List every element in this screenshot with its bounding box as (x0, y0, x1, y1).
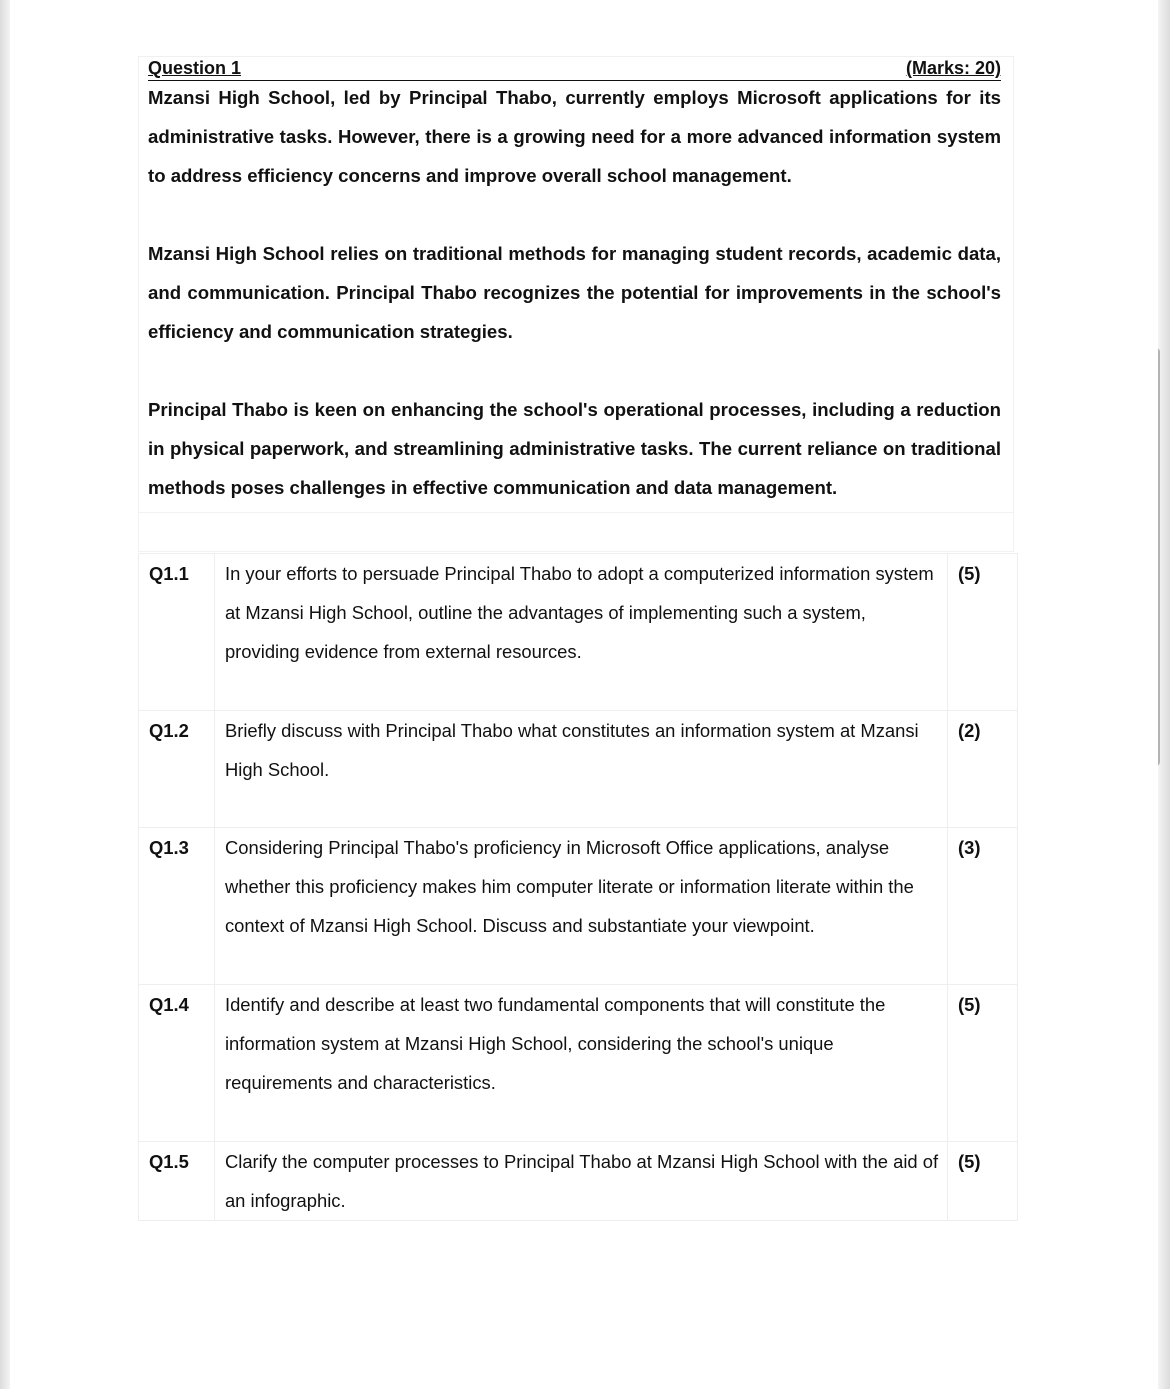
subquestion-number: Q1.3 (139, 828, 215, 985)
scenario-paragraph-1: Mzansi High School, led by Principal Thabo, currently employs Microsoft applications for its administrative tasks. However, there is a growing need for a more advanced information system to address efficiency concerns and improve overall school management. (148, 87, 1001, 186)
subquestion-number: Q1.4 (139, 985, 215, 1142)
intro-section-spacer (138, 512, 1014, 552)
scenario-paragraph-2: Mzansi High School relies on traditional methods for managing student records, academic data, and communication. Principal Thabo recognizes the potential for improvements in the school's efficiency and communication strategies. (148, 243, 1001, 342)
table-row (139, 711, 1018, 828)
subquestions-table (138, 553, 1018, 1221)
subquestion-text: Briefly discuss with Principal Thabo what constitutes an information system at Mzansi High School. (214, 711, 947, 828)
table-row (139, 828, 1018, 985)
left-page-margin (0, 0, 10, 1389)
subquestion-text: In your efforts to persuade Principal Thabo to adopt a computerized information system at Mzansi High School, outline the advantages of implementing such a system, providing evidence from external resources. (214, 554, 947, 711)
subquestion-marks: (5) (948, 1142, 1018, 1221)
question-marks: (Marks: 20) (905, 58, 1001, 78)
question-title: Question 1 (148, 58, 242, 78)
subquestion-text: Identify and describe at least two fundamental components that will constitute the information system at Mzansi High School, considering the school's unique requirements and characteristics. (214, 985, 947, 1142)
subquestion-marks: (5) (948, 985, 1018, 1142)
table-row (139, 554, 1018, 711)
scenario-paragraph-3: Principal Thabo is keen on enhancing the school's operational processes, including a reduction in physical paperwork, and streamlining administrative tasks. The current reliance on traditional methods poses challenges in effective communication and data management. (148, 399, 1001, 498)
table-row (139, 985, 1018, 1142)
subquestion-number: Q1.1 (139, 554, 215, 711)
subquestion-marks: (5) (948, 554, 1018, 711)
subquestion-number: Q1.2 (139, 711, 215, 828)
subquestion-text: Clarify the computer processes to Principal Thabo at Mzansi High School with the aid of an infographic. (214, 1142, 947, 1221)
subquestion-marks: (2) (948, 711, 1018, 828)
subquestion-text: Considering Principal Thabo's proficiency in Microsoft Office applications, analyse whether this proficiency makes him computer literate or information literate within the context of Mzansi High School. Discuss and substantiate your viewpoint. (214, 828, 947, 985)
subquestion-number: Q1.5 (139, 1142, 215, 1221)
table-row (139, 1142, 1018, 1221)
subquestion-marks: (3) (948, 828, 1018, 985)
